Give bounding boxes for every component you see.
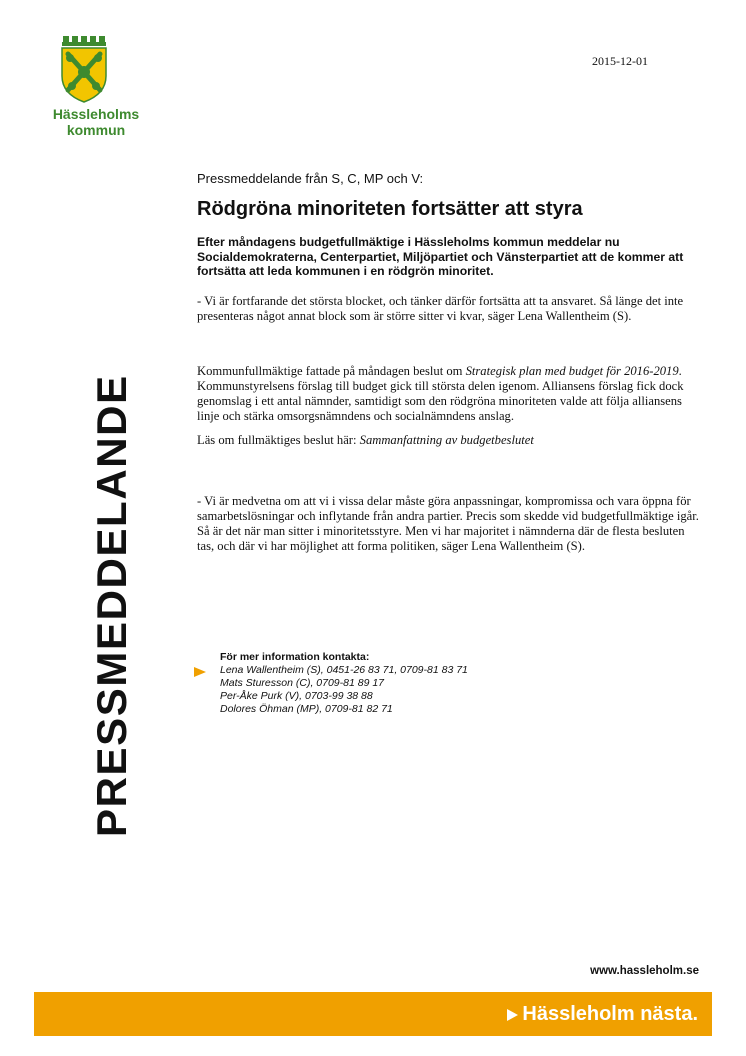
lead-paragraph: Efter måndagens budgetfullmäktige i Hässleholms kommun meddelar nu Socialdemokraterna, Centerpartiet, Miljöpartiet och Vänsterpartiet att de kommer att fortsätta att leda kommunen i en rödgrön minoritet.: [197, 235, 684, 279]
body-paragraph: [197, 433, 702, 448]
footer-bar: [34, 992, 712, 1036]
municipality-name: [40, 106, 152, 138]
headline: Rödgröna minoriteten fortsätter att styra: [197, 198, 583, 220]
document-date: 2015-12-01: [592, 54, 648, 68]
play-arrow-icon: [507, 1002, 518, 1028]
slogan: [507, 1001, 698, 1028]
contact-line: Per-Åke Purk (V), 0703-99 38 88: [220, 690, 373, 702]
text-run: Kommunfullmäktige fattade på måndagen beslut om: [197, 364, 466, 378]
contact-line: Lena Wallentheim (S), 0451-26 83 71, 0709-81 83 71: [220, 664, 468, 676]
contact-line: Mats Sturesson (C), 0709-81 89 17: [220, 677, 385, 689]
summary-link[interactable]: Sammanfattning av budgetbeslutet: [359, 433, 534, 447]
contact-block: [220, 651, 468, 716]
contact-heading: För mer information kontakta:: [220, 651, 370, 663]
body-paragraph: [197, 364, 702, 424]
slogan-text: Hässleholm nästa.: [522, 1003, 698, 1025]
website-link[interactable]: www.hassleholm.se: [590, 965, 699, 977]
municipality-name-line2: kommun: [66, 122, 126, 138]
plan-title: Strategisk plan med budget för 2016-2019: [465, 364, 679, 378]
press-release-kicker: Pressmeddelande från S, C, MP och V:: [197, 171, 424, 186]
text-run: Läs om fullmäktiges beslut här:: [197, 433, 360, 447]
municipality-name-line1: Hässleholms: [52, 106, 140, 122]
body-paragraph: - Vi är fortfarande det största blocket, och tänker därför fortsätta att ta ansvaret. Så länge det inte presenteras något annat block som är större sitter vi kvar, säger Lena Wallentheim (S).: [197, 294, 684, 323]
text-run: . Kommunstyrelsens förslag till budget gick till största delen igenom. Alliansens förslag fick dock genomslag i ett antal nämnder, samtidigt som den rödgröna minoriteten valde att följa alliansens linje och stärka omsorgsnämndens och socialnämndens anslag.: [197, 364, 684, 423]
arrow-right-icon: [194, 665, 206, 677]
contact-line: Dolores Öhman (MP), 0709-81 82 71: [220, 703, 393, 715]
body-paragraph: - Vi är medvetna om att vi i vissa delar måste göra anpassningar, kompromissa och vara öppna för samarbetslösningar och inflytande från andra partier. Precis som skedde vid budgetfullmäktige igår. Så är det när man sitter i minoritetsstyre. Men vi har majoritet i nämnderna där de flesta besluten tas, och där vi har möjlighet att forma politiken, säger Lena Wallentheim (S).: [197, 494, 699, 553]
vertical-banner-title: PRESSMEDDELANDE: [88, 374, 135, 837]
